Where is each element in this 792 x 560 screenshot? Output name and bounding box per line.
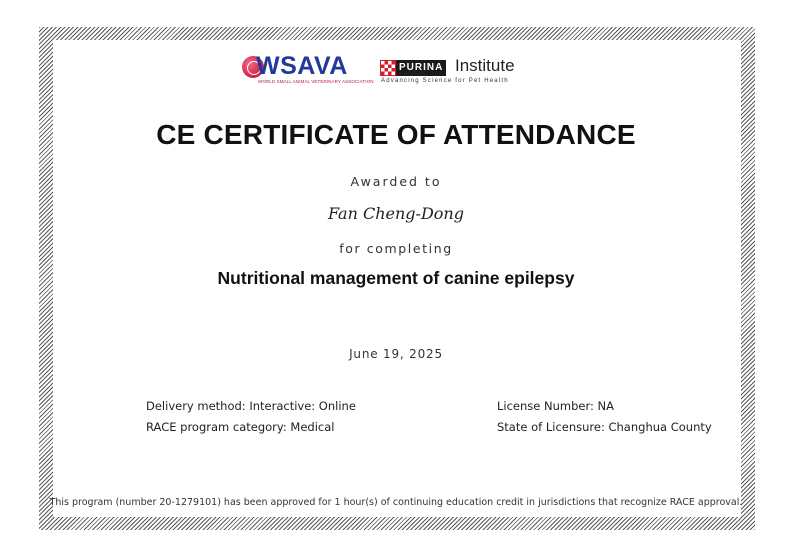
purina-logo-tagline: Advancing Science for Pet Health [381, 78, 509, 84]
recipient-name: Fan Cheng-Dong [328, 204, 464, 223]
state-of-licensure: State of Licensure: Changhua County [497, 420, 712, 434]
wsava-logo-text: WSAVA [256, 52, 348, 80]
completion-date: June 19, 2025 [349, 347, 443, 361]
institute-logo-text: Institute [455, 56, 515, 75]
license-number: License Number: NA [497, 399, 615, 413]
purina-logo-text: PURINA [396, 60, 446, 76]
logo-bar [0, 54, 792, 88]
for-completing-label: for completing [339, 241, 453, 256]
wsava-logo [242, 52, 374, 88]
certificate-title: CE CERTIFICATE OF ATTENDANCE [156, 119, 636, 150]
awarded-to-label: Awarded to [350, 174, 442, 189]
course-title: Nutritional management of canine epilepsy [217, 268, 575, 288]
race-category: RACE program category: Medical [146, 420, 335, 434]
delivery-method: Delivery method: Interactive: Online [146, 399, 356, 413]
wsava-logo-tagline: WORLD SMALL ANIMAL VETERINARY ASSOCIATION [258, 79, 374, 84]
checkerboard-icon [380, 60, 396, 76]
purina-institute-logo [380, 58, 540, 88]
approval-note: This program (number 20-1279101) has been approved for 1 hour(s) of continuing education credit in jurisdictions that recognize RACE approval. [49, 497, 743, 508]
